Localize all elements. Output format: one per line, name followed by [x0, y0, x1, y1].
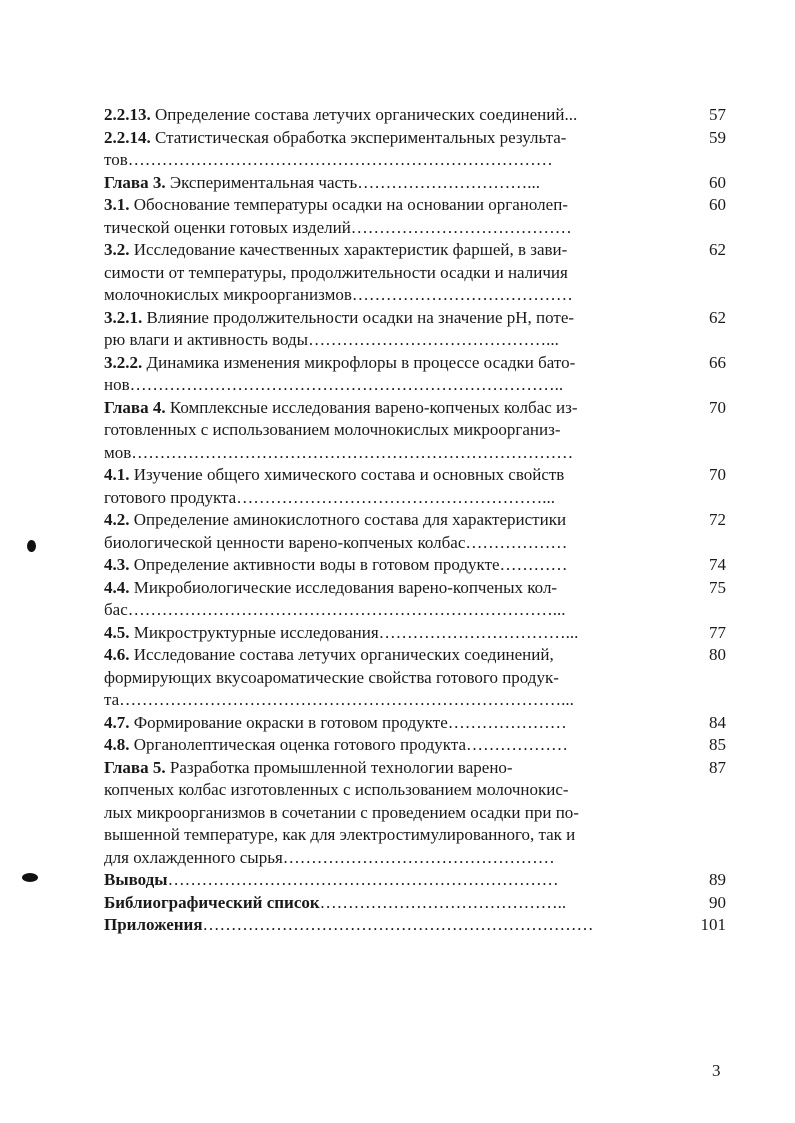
toc-entry-title: Определение состава летучих органических соединений... [150, 105, 578, 124]
toc-entry-page: 74 [709, 555, 726, 574]
toc-entry [104, 712, 726, 735]
toc-entry-page: 60 [709, 195, 726, 214]
toc-entry-title: …………………………………………………………… [202, 915, 594, 934]
toc-entry-page: 89 [709, 870, 726, 889]
toc-entry-number: 4.6. [104, 645, 130, 664]
toc-entry-number: 2.2.13. [104, 105, 151, 124]
toc-entry-page: 90 [709, 892, 726, 912]
toc-entry-title: Экспериментальная часть…………………………... [165, 172, 540, 192]
toc-entry [104, 464, 726, 509]
toc-entry-text [104, 712, 624, 735]
toc-entry-title: …………………………………………………………… [167, 870, 559, 889]
toc-entry-title: Исследование качественных характеристик фаршей, в зави- симости от температуры, продолжительности осадки и наличия молочнокислых микроорганизмов………………………………… [104, 240, 573, 304]
toc-entry-page: 72 [709, 510, 726, 529]
toc-entry-number: 3.2.2. [104, 352, 143, 372]
toc-entry-title: Исследование состава летучих органических соединений, формирующих вкусоароматические свойства готового продук- та……………………………………………………………………... [104, 645, 574, 709]
ink-blot [22, 873, 38, 882]
toc-entry-text [104, 307, 624, 352]
toc-entry-text [104, 622, 624, 645]
toc-entry-text [104, 397, 624, 465]
toc-entry-number: Приложения [104, 915, 203, 934]
toc-entry-title: …………………………………….. [319, 892, 567, 912]
toc-entry-page: 101 [700, 915, 726, 934]
toc-entry [104, 622, 726, 645]
toc-entry-page: 70 [709, 465, 726, 484]
toc-entry-page: 85 [709, 735, 726, 754]
toc-entry-number: Глава 5. [104, 757, 166, 777]
toc-entry-number: Глава 4. [104, 397, 166, 417]
toc-entry-title: Определение активности воды в готовом продукте………… [129, 555, 568, 574]
toc-entry-number: 4.8. [104, 735, 130, 754]
toc-entry [104, 757, 726, 870]
toc-entry-text [104, 734, 624, 757]
toc-entry [104, 397, 726, 465]
toc-entry [104, 869, 726, 892]
toc-entry-title: Органолептическая оценка готового продукта……………… [129, 735, 569, 754]
toc-entry-title: Обоснование температуры осадки на основании органолеп- тической оценки готовых изделий………………………………… [104, 195, 572, 237]
toc-entry-number: 3.2.1. [104, 307, 143, 327]
toc-entry-number: Глава 3. [104, 172, 166, 192]
toc-entry [104, 307, 726, 352]
toc-entry [104, 172, 726, 195]
toc-entry-page: 77 [709, 622, 726, 642]
toc-entry [104, 734, 726, 757]
toc-entry [104, 914, 726, 937]
toc-entry [104, 104, 726, 127]
toc-entry [104, 194, 726, 239]
toc-entry-text [104, 914, 624, 937]
toc-entry-number: 4.1. [104, 465, 130, 484]
toc-entry-page: 62 [709, 240, 726, 259]
toc-entry [104, 352, 726, 397]
toc-entry-page: 59 [709, 127, 726, 147]
toc-entry-text [104, 104, 624, 127]
toc-entry-page: 60 [709, 172, 726, 192]
toc-entry-title: Динамика изменения микрофлоры в процессе осадки бато- нов………………………………………………………………….. [104, 352, 576, 394]
toc-entry [104, 127, 726, 172]
toc-entry-text [104, 127, 624, 172]
toc-entry [104, 554, 726, 577]
toc-entry-text [104, 352, 624, 397]
toc-entry-number: 4.3. [104, 555, 130, 574]
toc-entry-number: 3.2. [104, 240, 130, 259]
toc-entry-text [104, 194, 624, 239]
toc-entry [104, 577, 726, 622]
table-of-contents [104, 104, 726, 937]
toc-entry-page: 87 [709, 757, 726, 777]
toc-entry-text [104, 869, 624, 892]
toc-entry-text [104, 239, 624, 307]
toc-entry-text [104, 172, 624, 195]
toc-entry-text [104, 509, 624, 554]
toc-entry-number: 4.4. [104, 577, 130, 597]
toc-entry [104, 239, 726, 307]
toc-entry-text [104, 892, 624, 915]
toc-entry-title: Разработка промышленной технологии варено- копченых колбас изготовленных с использованием молочнокис- лых микроорганизмов в сочетании с проведением осадки при по- вышенной температуре, как для электростимулированного, так и для охлажденного сырья………………………………………… [104, 757, 579, 867]
toc-entry-text [104, 554, 624, 577]
toc-entry-title: Изучение общего химического состава и основных свойств готового продукта………………………………………………... [104, 465, 565, 507]
toc-entry-number: 3.1. [104, 195, 130, 214]
ink-blot [27, 540, 36, 552]
toc-entry-title: Влияние продолжительности осадки на значение pH, поте- рю влаги и активность воды……………………………………... [104, 307, 575, 349]
toc-entry-title: Микробиологические исследования варено-копченых кол- бас…………………………………………………………………... [104, 577, 566, 619]
toc-entry-text [104, 577, 624, 622]
toc-entry-number: 4.2. [104, 510, 130, 529]
toc-entry [104, 644, 726, 712]
toc-entry [104, 509, 726, 554]
toc-entry-text [104, 757, 624, 870]
toc-entry-title: Микроструктурные исследования……………………………... [129, 622, 579, 642]
toc-entry-title: Комплексные исследования варено-копченых колбас из- готовленных с использованием молочнокислых микроорганиз- мов…………………………………………………………………… [104, 397, 578, 462]
toc-entry-number: 2.2.14. [104, 127, 151, 147]
toc-entry-text [104, 464, 624, 509]
toc-entry-title: Определение аминокислотного состава для характеристики биологической ценности варено-копченых колбас……………… [104, 510, 568, 552]
toc-entry [104, 892, 726, 915]
toc-entry-number: 4.7. [104, 712, 130, 732]
toc-entry-page: 62 [709, 307, 726, 327]
toc-entry-page: 70 [709, 397, 726, 417]
toc-entry-page: 66 [709, 352, 726, 372]
toc-entry-number: Библиографический список [104, 892, 320, 912]
toc-entry-number: Выводы [104, 870, 168, 889]
toc-entry-number: 4.5. [104, 622, 130, 642]
toc-entry-page: 57 [709, 105, 726, 124]
toc-entry-page: 80 [709, 645, 726, 664]
toc-entry-title: Статистическая обработка экспериментальных результа- тов………………………………………………………………… [104, 127, 567, 169]
toc-entry-page: 75 [709, 577, 726, 597]
toc-entry-title: Формирование окраски в готовом продукте………………… [129, 712, 567, 732]
toc-entry-text [104, 644, 624, 712]
toc-entry-page: 84 [709, 712, 726, 732]
page-number: 3 [712, 1061, 721, 1080]
